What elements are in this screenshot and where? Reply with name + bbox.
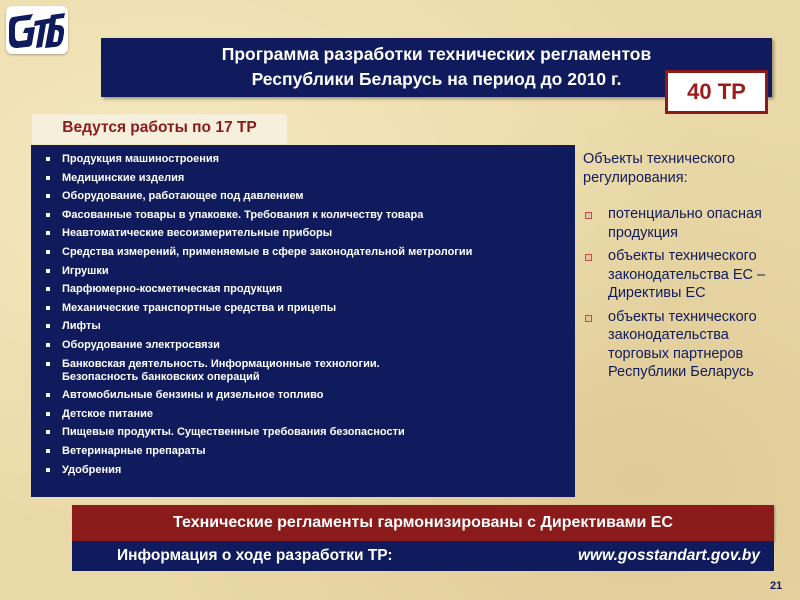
list-item	[45, 426, 565, 439]
list-item-text: Медицинские изделия	[62, 171, 185, 184]
list-item-text: Неавтоматические весоизмерительные приборы	[62, 227, 333, 240]
regulation-objects-intro: Объекты технического регулирования:	[583, 151, 735, 186]
bullet-icon	[46, 269, 50, 273]
regulation-object-item	[583, 247, 783, 303]
list-item-text: Оборудование электросвязи	[62, 338, 220, 351]
list-item	[45, 246, 565, 259]
list-item-text: Ветеринарные препараты	[62, 444, 206, 457]
bullet-icon	[46, 176, 50, 180]
list-item-text: Детское питание	[62, 407, 153, 420]
bullet-icon	[46, 306, 50, 310]
info-url-link[interactable]: www.gosstandart.gov.by	[577, 547, 760, 564]
bullet-icon	[46, 468, 50, 472]
page-number: 21	[770, 580, 783, 592]
regulation-object-item	[583, 308, 783, 382]
regulation-object-text: потенциально опасная продукция	[608, 206, 762, 241]
list-item-text: Механические транспортные средства и прицепы	[62, 301, 337, 314]
list-item-text: Удобрения	[62, 463, 122, 476]
bullet-icon	[46, 287, 50, 291]
bullet-icon	[46, 343, 50, 347]
list-item-text: Автомобильные бензины и дизельное топливо	[62, 389, 324, 402]
square-bullet-icon	[585, 254, 592, 261]
list-item-text: Лифты	[62, 320, 101, 333]
list-item-text: Фасованные товары в упаковке. Требования к количеству товара	[62, 208, 424, 221]
list-item-text: Оборудование, работающее под давлением	[62, 190, 304, 203]
list-item-text-continued: Безопасность банковских операций	[62, 370, 260, 383]
list-item	[45, 172, 565, 185]
list-item	[45, 302, 565, 315]
list-item-text: Игрушки	[62, 264, 109, 277]
list-item-text: Банковская деятельность. Информационные технологии.	[62, 357, 380, 370]
list-item	[45, 227, 565, 240]
bullet-icon	[46, 194, 50, 198]
regulation-objects-panel	[583, 150, 783, 387]
list-item	[45, 320, 565, 333]
list-item	[45, 464, 565, 477]
bullet-icon	[46, 412, 50, 416]
list-item	[45, 153, 565, 166]
work-subheading: Ведутся работы по 17 ТР	[32, 114, 287, 144]
list-item	[45, 358, 565, 384]
regulation-object-text: объекты технического законодательства ЕС – Директивы ЕС	[608, 248, 766, 301]
title-line-2: Республики Беларусь на период до 2010 г.	[251, 69, 622, 89]
bullet-icon	[46, 157, 50, 161]
list-item-text: Парфюмерно-косметическая продукция	[62, 283, 283, 296]
square-bullet-icon	[585, 315, 592, 322]
harmonized-banner: Технические регламенты гармонизированы с Директивами ЕС	[72, 505, 774, 541]
bullet-icon	[46, 449, 50, 453]
bullet-icon	[46, 213, 50, 217]
gosstandart-logo	[6, 6, 68, 54]
list-item	[45, 389, 565, 402]
list-item	[45, 209, 565, 222]
list-item	[45, 190, 565, 203]
gosstandart-logo-icon	[6, 6, 68, 54]
square-bullet-icon	[585, 212, 592, 219]
list-item-text: Продукция машиностроения	[62, 153, 220, 165]
bullet-icon	[46, 324, 50, 328]
work-items-panel	[31, 145, 575, 497]
bullet-icon	[46, 393, 50, 397]
list-item	[45, 339, 565, 352]
tr-count-badge: 40 ТР	[665, 70, 768, 114]
bullet-icon	[46, 430, 50, 434]
list-item	[45, 283, 565, 296]
info-label: Информация о ходе разработки ТР:	[117, 547, 393, 564]
list-item-text: Пищевые продукты. Существенные требования безопасности	[62, 426, 405, 439]
bullet-icon	[46, 231, 50, 235]
info-banner	[72, 541, 774, 571]
bullet-icon	[46, 250, 50, 254]
list-item	[45, 265, 565, 278]
regulation-object-text: объекты технического законодательства торговых партнеров Республики Беларусь	[608, 308, 757, 380]
list-item-text: Средства измерений, применяемые в сфере законодательной метрологии	[62, 245, 473, 258]
regulation-object-item	[583, 205, 783, 242]
list-item	[45, 408, 565, 421]
list-item	[45, 445, 565, 458]
work-items-list	[45, 153, 565, 477]
title-line-1: Программа разработки технических регламентов	[221, 44, 652, 64]
bullet-icon	[46, 362, 50, 366]
